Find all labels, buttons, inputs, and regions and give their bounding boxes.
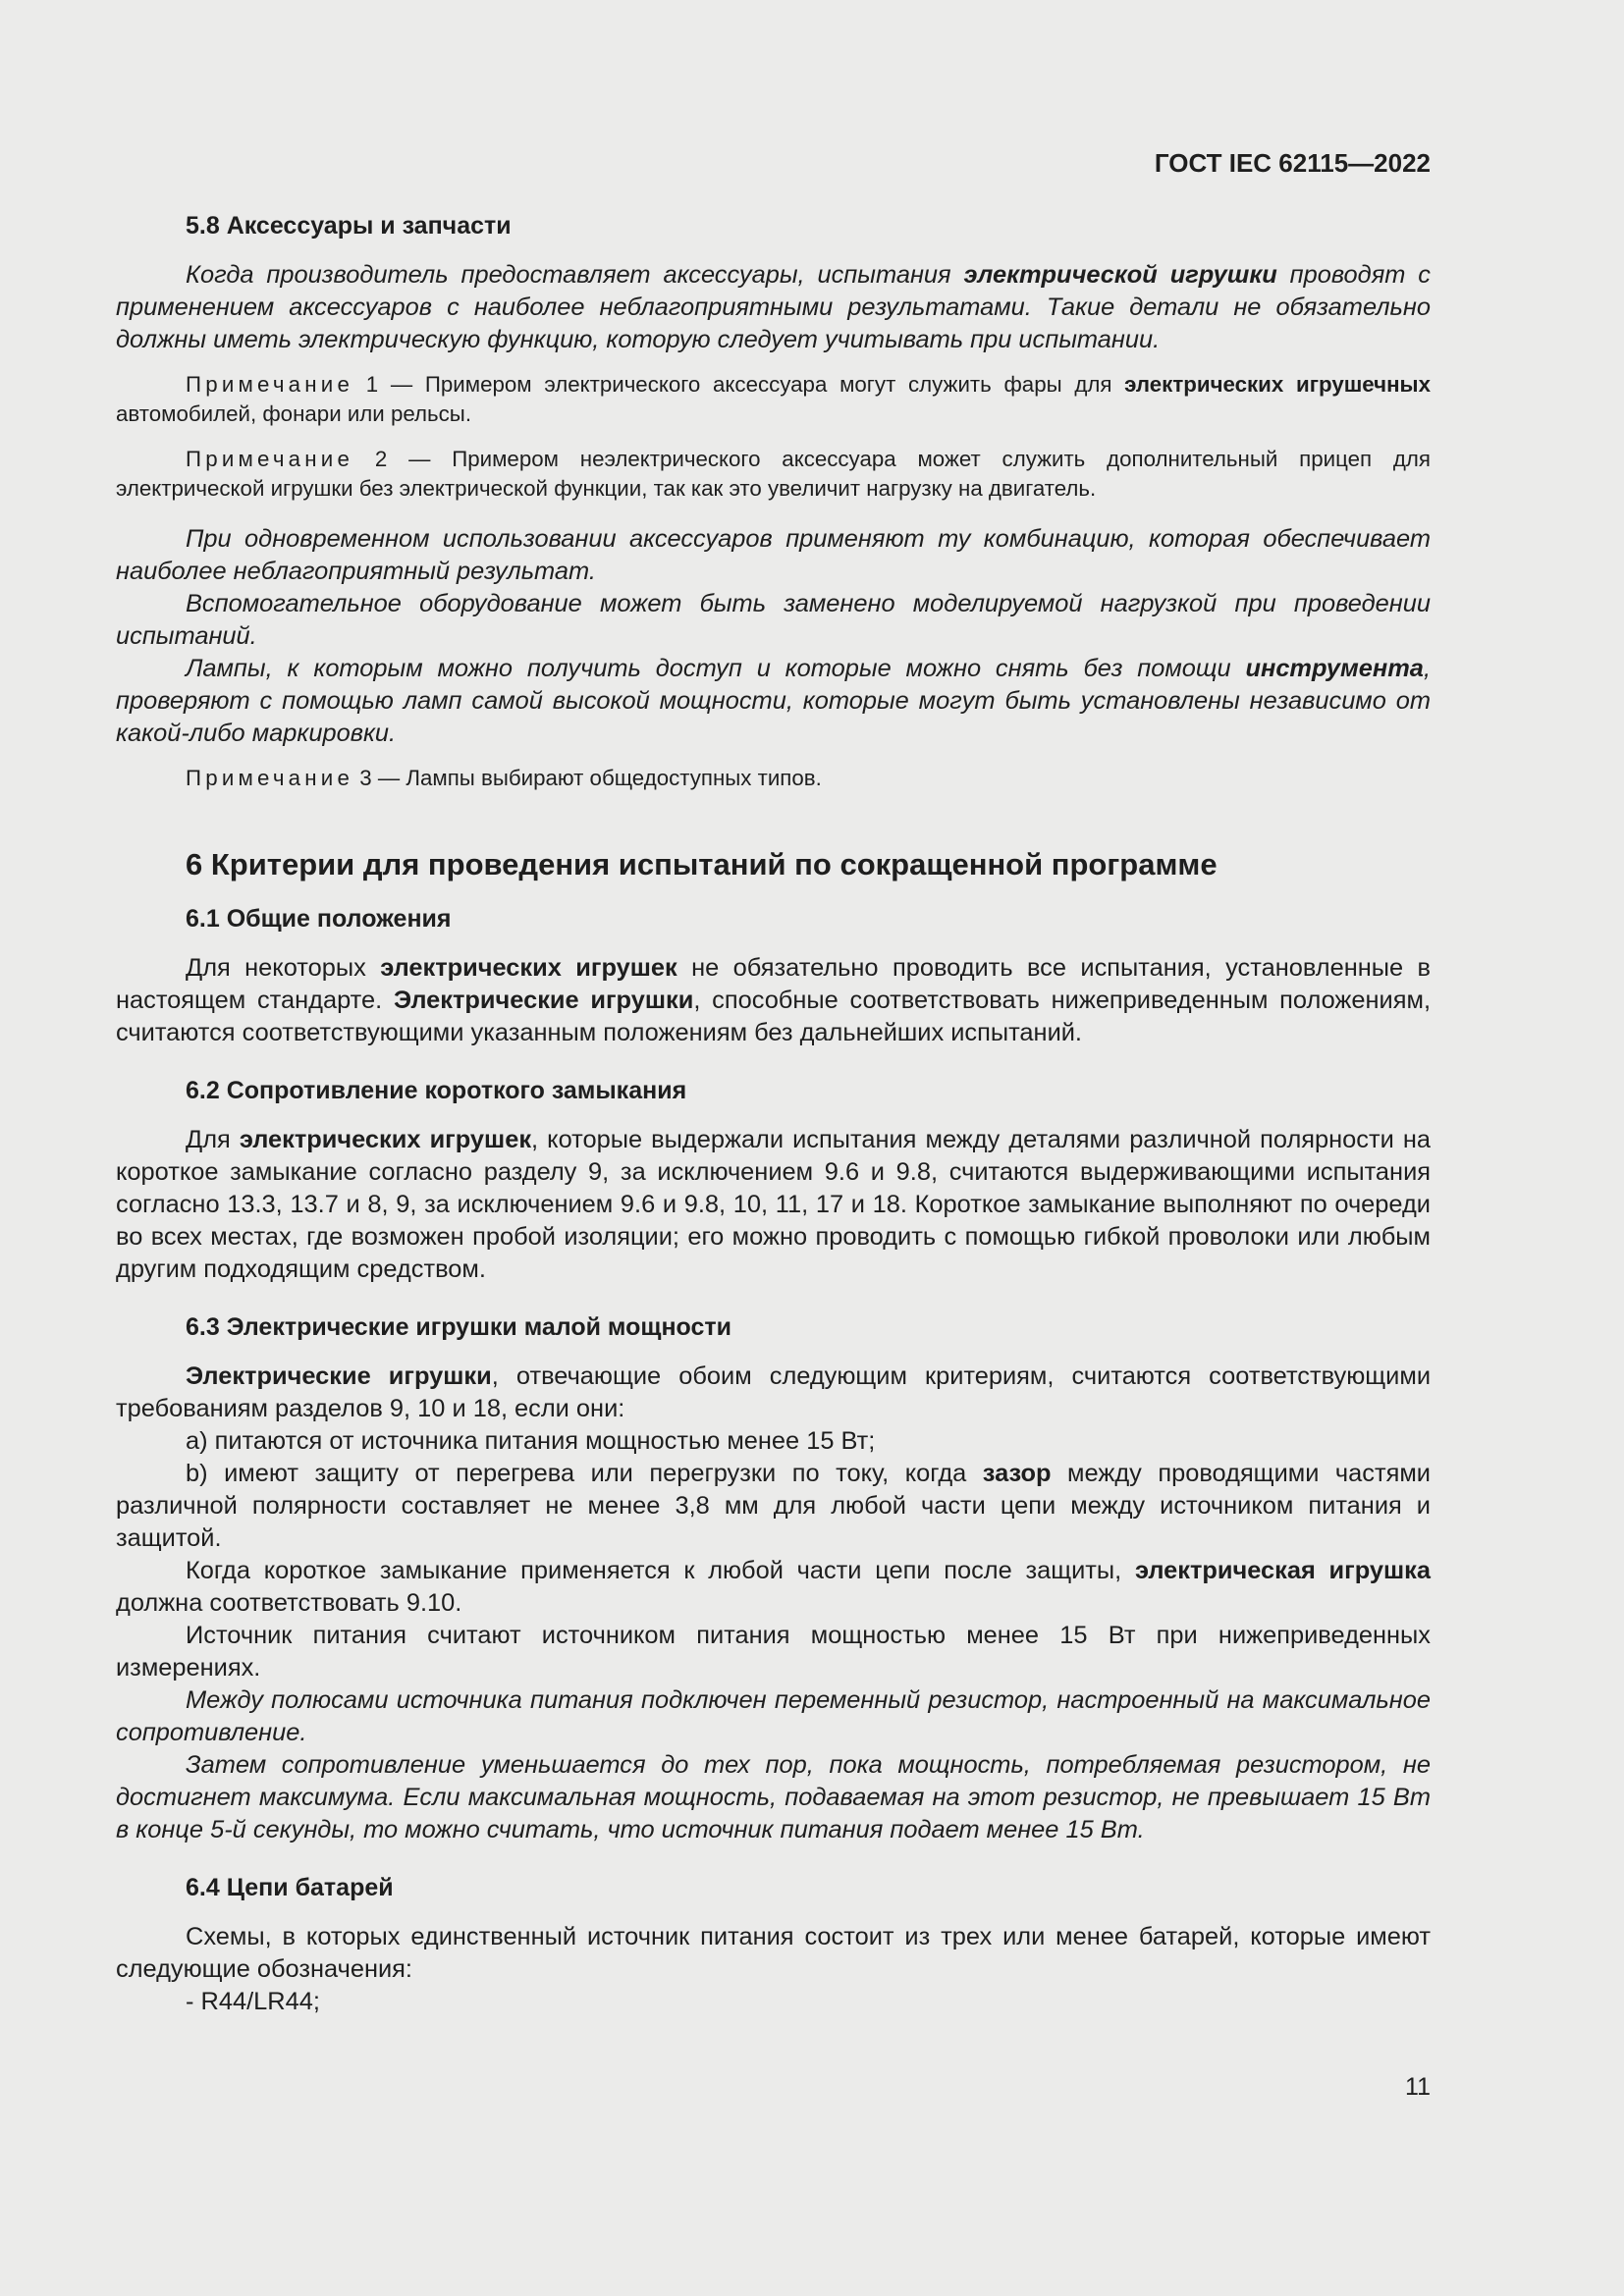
section-6-4-paragraph: Схемы, в которых единственный источник питания состоит из трех или менее батарей, которые имеют следующие обозначения: (116, 1923, 1431, 1983)
page-number: 11 (1405, 2073, 1431, 2101)
note-label: Примечание (186, 372, 354, 397)
section-5-8-paragraph-1: Когда производитель предоставляет аксессуары, испытания электрической игрушки проводят с применением аксессуаров с наиболее неблагоприятными результатами. Такие детали не обязательно должны иметь электрическую функцию, которую следует учитывать при испытании. (116, 261, 1432, 353)
term-tool: инструмента (1245, 655, 1424, 682)
note-label: Примечание (186, 766, 354, 790)
list-item-a: a) питаются от источника питания мощностью менее 15 Вт; (186, 1427, 876, 1455)
section-5-8-paragraph-3: Вспомогательное оборудование может быть заменено моделируемой нагрузкой при проведении испытаний. (116, 590, 1431, 650)
section-5-8-paragraph-2: При одновременном использовании аксессуаров применяют ту комбинацию, которая обеспечивает наиболее неблагоприятный результат. (116, 525, 1431, 585)
term-electric-toy: электрическая игрушка (1134, 1557, 1432, 1584)
section-5-8-title: 5.8 Аксессуары и запчасти (186, 212, 512, 240)
section-6-title: 6 Критерии для проведения испытаний по сокращенной программе (186, 847, 1218, 881)
section-6-2-title: 6.2 Сопротивление короткого замыкания (186, 1077, 687, 1104)
section-6-1-title: 6.1 Общие положения (186, 905, 452, 933)
term-electric-toys: Электрические игрушки (186, 1362, 492, 1390)
note-1: Примечание 1 — Примером электрического аксессуара могут служить фары для электрических игрушечных автомобилей, фонари или рельсы. (116, 372, 1432, 426)
term-electric-toys: электрических игрушек (380, 954, 677, 982)
note-label: Примечание (186, 447, 354, 471)
note-3: Примечание 3 — Лампы выбирают общедоступных типов. (186, 766, 822, 790)
section-6-3-paragraph-4: Между полюсами источника питания подключен переменный резистор, настроенный на максимальное сопротивление. (116, 1686, 1431, 1746)
term-electric-toys: Электрические игрушки (393, 987, 694, 1014)
note-2: Примечание 2 — Примером неэлектрического аксессуара может служить дополнительный прицеп для электрической игрушки без электрической функции, так как это увеличит нагрузку на двигатель. (116, 447, 1431, 501)
document-code-header: ГОСТ IEC 62115—2022 (1154, 148, 1431, 178)
section-6-1-paragraph: Для некоторых электрических игрушек не обязательно проводить все испытания, установленные в настоящем стандарте. Электрические игрушки, способные соответствовать нижеприведенным положениям, считаются соответствующими указанным положениям без дальнейших испытаний. (116, 954, 1432, 1046)
section-6-4-title: 6.4 Цепи батарей (186, 1874, 394, 1901)
section-6-3-paragraph-5: Затем сопротивление уменьшается до тех пор, пока мощность, потребляемая резистором, не достигнет максимума. Если максимальная мощность, подаваемая на этот резистор, не превышает 15 Вт в конце 5-й секунды, то можно считать, что источник питания подает менее 15 Вт. (116, 1751, 1431, 1843)
list-item-b: b) имеют защиту от перегрева или перегрузки по току, когда зазор между проводящими частями различной полярности составляет не менее 3,8 мм для любой части цепи между источником питания и защитой. (116, 1460, 1431, 1552)
term-clearance: зазор (982, 1460, 1052, 1487)
term-electric-toys: электрических игрушек (239, 1126, 532, 1153)
section-6-2-paragraph: Для электрических игрушек, которые выдержали испытания между деталями различной полярности на короткое замыкание согласно разделу 9, за исключением 9.6 и 9.8, считаются выдерживающими испытания согласно 13.3, 13.7 и 8, 9, за исключением 9.6 и 9.8, 10, 11, 17 и 18. Короткое замыкание выполняют по очереди во всех местах, где возможен пробой изоляции; его можно проводить с помощью гибкой проволоки или любым другим подходящим средством. (116, 1126, 1431, 1283)
term-electric-toy: электрических игрушечных (1124, 372, 1432, 397)
term-electric-toy: электрической игрушки (963, 261, 1277, 289)
section-6-3-title: 6.3 Электрические игрушки малой мощности (186, 1313, 732, 1341)
section-6-3-paragraph-2: Когда короткое замыкание применяется к любой части цепи после защиты, электрическая игрушка должна соответствовать 9.10. (116, 1557, 1432, 1617)
list-item-battery: - R44/LR44; (186, 1988, 320, 2015)
section-6-3-paragraph-3: Источник питания считают источником питания мощностью менее 15 Вт при нижеприведенных измерениях. (116, 1622, 1431, 1682)
section-6-3-paragraph-1: Электрические игрушки, отвечающие обоим следующим критериям, считаются соответствующими требованиям разделов 9, 10 и 18, если они: (116, 1362, 1431, 1422)
section-5-8-paragraph-4: Лампы, к которым можно получить доступ и которые можно снять без помощи инструмента, проверяют с помощью ламп самой высокой мощности, которые могут быть установлены независимо от какой-либо маркировки. (116, 655, 1431, 747)
